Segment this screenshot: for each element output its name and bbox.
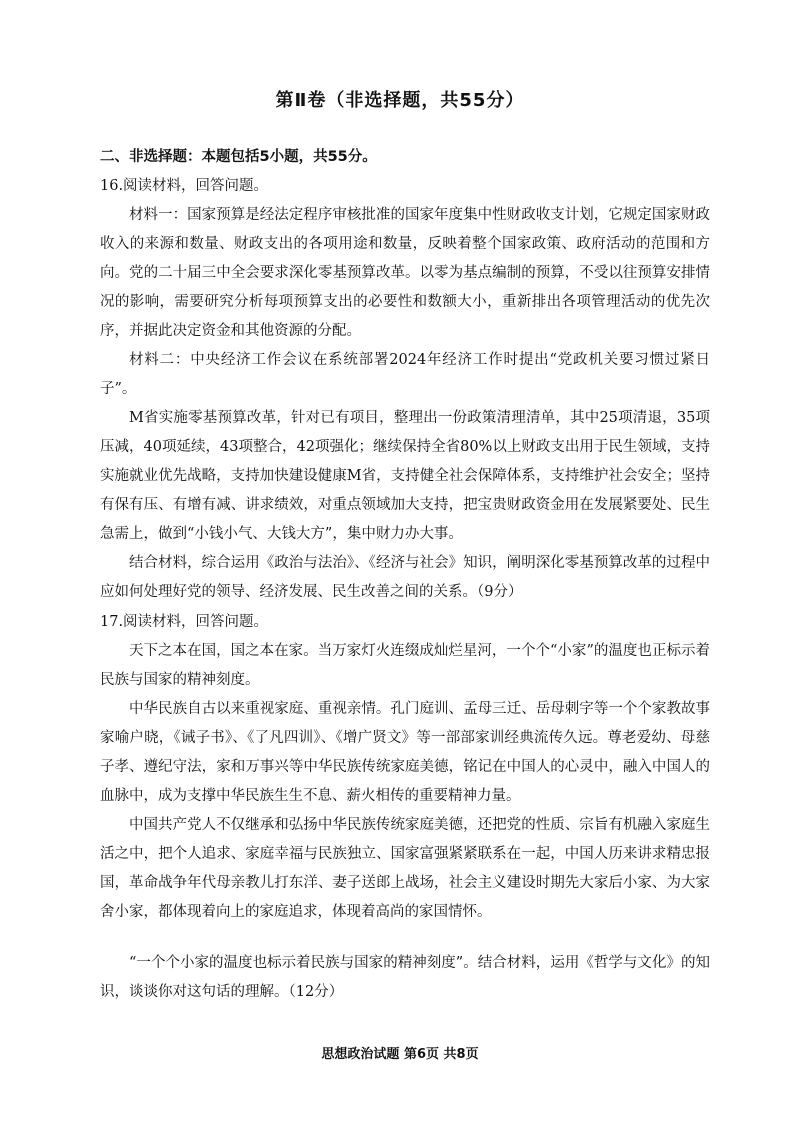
- question-16-material-1: 材料一：国家预算是经法定程序审核批准的国家年度集中性财政收支计划，它规定国家财政收入的来源和数量、财政支出的各项用途和数量，反映着整个国家政策、政府活动的范围和方向。党的二十届三中全会要求深化零基预算改革。以零为基点编制的预算，不受以往预算安排情况的影响，需要研究分析每项预算支出的必要性和数额大小，重新排出各项管理活动的优先次序，并据此决定资金和其他资源的分配。: [100, 207, 710, 339]
- question-16-title: 16.阅读材料，回答问题。: [100, 178, 269, 194]
- question-17-paragraph-2: 中华民族自古以来重视家庭、重视亲情。孔门庭训、孟母三迁、岳母刺字等一个个家教故事家喻户晓，《诫子书》、《了凡四训》、《增广贤文》等一部部家训经典流传久远。尊老爱幼、母慈子孝、遵纪守法，家和万事兴等中华民族传统家庭美德，铭记在中国人的心灵中，融入中国人的血脉中，成为支撑中华民族生生不息、薪火相传的重要精神力量。: [100, 701, 710, 804]
- question-16-material-2: 材料二：中央经济工作会议在系统部署2024年经济工作时提出“党政机关要习惯过紧日子”。: [100, 352, 710, 397]
- question-16-material-2-detail: M省实施零基预算改革，针对已有项目，整理出一份政策清理清单，其中25项清退，35项压减，40项延续，43项整合，42项强化；继续保持全省80%以上财政支出用于民生领域，支持实施就业优先战略，支持加快建设健康M省，支持健全社会保障体系，支持维护社会安全；坚持有保有压、有增有减、讲求绩效，对重点领域加大支持，把宝贵财政资金用在发展紧要处、民生急需上，做到“小钱小气、大钱大方”，集中财力办大事。: [100, 410, 710, 542]
- section-title: 第Ⅱ卷（非选择题，共55分）: [275, 90, 525, 111]
- question-16-block: [100, 143, 710, 607]
- question-17-block: [100, 608, 710, 1007]
- question-17-title: 17.阅读材料，回答问题。: [100, 614, 269, 630]
- question-16-prompt: 结合材料，综合运用《政治与法治》、《经济与社会》知识，阐明深化零基预算改革的过程中应如何处理好党的领导、经济发展、民生改善之间的关系。（9分）: [100, 555, 710, 600]
- page-footer: 思想政治试题 第6页 共8页: [321, 1047, 479, 1062]
- question-17-paragraph-3: 中国共产党人不仅继承和弘扬中华民族传统家庭美德，还把党的性质、宗旨有机融入家庭生活之中，把个人追求、家庭幸福与民族独立、国家富强紧紧联系在一起，中国人历来讲求精忠报国，革命战争年代母亲教儿打东洋、妻子送郎上战场，社会主义建设时期先大家后小家、为大家舍小家，都体现着向上的家庭追求，体现着高尚的家国情怀。: [100, 817, 710, 920]
- part-heading: 二、非选择题：本题包括5小题，共55分。: [100, 149, 377, 165]
- question-17-prompt: “一个个小家的温度也标示着民族与国家的精神刻度”。结合材料，运用《哲学与文化》的知识，谈谈你对这句话的理解。（12分）: [100, 955, 710, 1000]
- question-17-paragraph-1: 天下之本在国，国之本在家。当万家灯火连缀成灿烂星河，一个个“小家”的温度也正标示着民族与国家的精神刻度。: [100, 643, 710, 688]
